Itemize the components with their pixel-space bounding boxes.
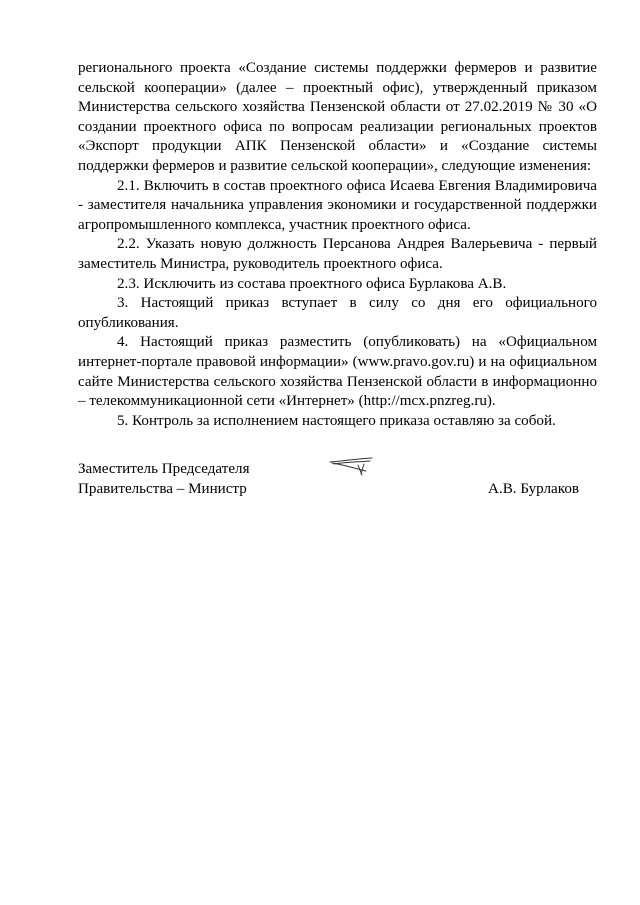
handwritten-signature <box>328 456 378 478</box>
signatory-name: А.В. Бурлаков <box>488 480 579 497</box>
paragraph-4: 4. Настоящий приказ разместить (опубликовать) на «Официальном интернет-портале правовой информации» (www.pravo.gov.ru) и на официальном сайте Министерства сельского хозяйства Пензенской области в информационно – телекоммуникационной сети «Интернет» (http://mcx.pnzreg.ru). <box>78 334 597 410</box>
document-body <box>78 59 597 431</box>
paragraph-continuation: регионального проекта «Создание системы поддержки фермеров и развитие сельской кооперации» (далее – проектный офис), утвержденный приказом Министерства сельского хозяйства Пензенской области от 27.02.2019 № 30 «О создании проектного офиса по вопросам реализации региональных проектов «Экспорт продукции АПК Пензенской области» и «Создание системы поддержки фермеров и развитие сельской кооперации», следующие изменения: <box>78 60 597 174</box>
signature-block <box>78 460 597 499</box>
paragraph-5: 5. Контроль за исполнением настоящего приказа оставляю за собой. <box>117 412 556 429</box>
paragraph-2-1: 2.1. Включить в состав проектного офиса Исаева Евгения Владимировича - заместителя начальника управления экономики и государственной поддержки агропромышленного комплекса, участник проектного офиса. <box>78 177 597 233</box>
paragraph-3: 3. Настоящий приказ вступает в силу со дня его официального опубликования. <box>78 295 597 331</box>
paragraph-2-2: 2.2. Указать новую должность Персанова Андрея Валерьевича - первый заместитель Министра, руководитель проектного офиса. <box>78 236 597 272</box>
signatory-title-line-2: Правительства – Министр <box>78 480 247 497</box>
signatory-title-line-1: Заместитель Председателя <box>78 461 250 477</box>
paragraph-2-3: 2.3. Исключить из состава проектного офиса Бурлакова А.В. <box>117 275 507 292</box>
